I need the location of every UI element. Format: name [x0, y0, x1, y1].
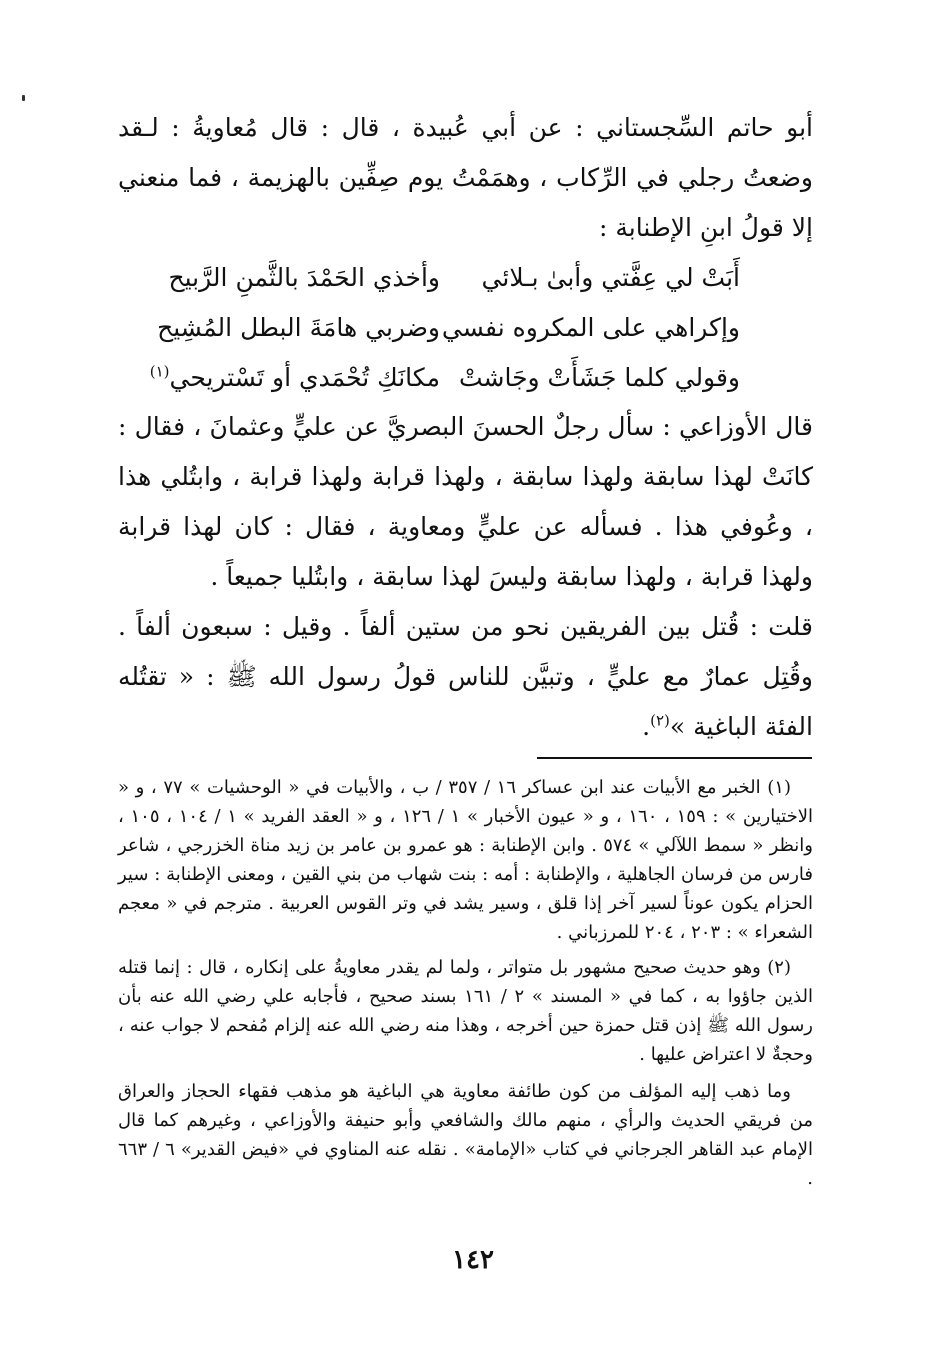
- paragraph-2: قال الأوزاعي : سأل رجلٌ الحسنَ البصريَّ عن عليٍّ وعثمانَ ، فقال : كانَتْ لهذا سابقة ولهذا سابقة ، ولهذا قرابة ولهذا قرابة ، وابتُلي هذا ، وعُوفي هذا . فسأله عن عليٍّ ومعاوية ، فقال : كان لهذا قرابة ولهذا قرابة ، ولهذا سابقة وليسَ لهذا سابقة ، وابتُليا جميعاً .: [118, 412, 813, 591]
- footnote-separator: [537, 757, 812, 759]
- paragraph-3-end: .: [642, 712, 651, 741]
- verse-1: [160, 253, 740, 303]
- paragraph-1: أبو حاتم السِّجستاني : عن أبي عُبيدة ، قال : قال مُعاويةُ : لـقد وضعتُ رجلي في الرِّكاب ، وهمَمْتُ يوم صِفِّين بالهزيمة ، فما منعني إلا قولُ ابنِ الإطنابة :: [118, 113, 813, 242]
- footnote-1: (١) الخبر مع الأبيات عند ابن عساكر ١٦ / ٣٥٧ / ب ، والأبيات في « الوحشيات » ٧٧ ، و « الاختيارين » : ١٥٩ ، ١٦٠ ، و « عيون الأخبار » ١ / ١٢٦ ، و « العقد الفريد » ١ / ١٠٤ ، ١٠٥ ، وانظر « سمط اللآلي » ٥٧٤ . وابن الإطنابة : هو عمرو بن عامر بن زيد مناة الخزرجي ، شاعر فارس من فرسان الجاهلية ، والإطنابة : أمه : بنت شهاب من بني القين ، ومعنى الإطنابة : سير الحزام يكون عوناً لسير آخر إذا قلق ، وسير يشد في وتر القوس العربية . مترجم في « معجم الشعراء » : ٢٠٣ ، ٢٠٤ للمرزباني .: [118, 777, 814, 943]
- scan-speck: [22, 95, 25, 101]
- verse-2: [157, 303, 740, 353]
- footnotes: [118, 773, 813, 1193]
- verse-2-second-hemistich: وضربي هامَةَ البطل المُشِيح: [157, 313, 440, 342]
- verse-1-second-hemistich: وأخذي الحَمْدَ بالثَّمنِ الرَّبيح: [168, 263, 440, 292]
- verse-1-first-hemistich: أَبَتْ لي عِفَّتي وأبىٰ بـلائي: [481, 263, 740, 292]
- verse-3-second-text: مكانَكِ تُحْمَدي أو تَسْتريحي: [169, 363, 440, 392]
- verse-3-second-hemistich: [149, 353, 440, 403]
- verse-3: [149, 353, 740, 403]
- footnote-ref-1: (١): [149, 362, 170, 381]
- footnote-ref-2: (٢): [650, 711, 670, 730]
- paragraph-3: [118, 602, 813, 752]
- verse-2-first-hemistich: وإكراهي على المكروه نفسي: [441, 313, 740, 342]
- verse-3-first-hemistich: وقولي كلما جَشَأَتْ وجَاشتْ: [458, 363, 740, 392]
- footnote-2: (٢) وهو حديث صحيح مشهور بل متواتر ، ولما لم يقدر معاويةُ على إنكاره ، قال : إنما قتله الذين جاؤوا به ، كما في « المسند » ٢ / ١٦١ بسند صحيح ، فأجابه علي رضي الله عنه بأن رسول الله ﷺ إذن قتل حمزة حين أخرجه ، وهذا منه رضي الله عنه إلزام مُفحم لا جواب عنه ، وحجةٌ لا اعتراض عليها .: [118, 957, 814, 1065]
- poem-verses: [149, 253, 740, 403]
- footnote-2-continuation: وما ذهب إليه المؤلف من كون طائفة معاوية هي الباغية هو مذهب فقهاء الحجاز والعراق من فريقي الحديث والرأي ، منهم مالك والشافعي وأبو حنيفة والأوزاعي ، وغيرهم كما قال الإمام عبد القاهر الجرجاني في كتاب «الإمامة» . نقله عنه المناوي في «فيض القدير» ٦ / ٦٦٣ .: [118, 1081, 813, 1189]
- paragraph-3-text: قلت : قُتل بين الفريقين نحو من ستين ألفاً . وقيل : سبعون ألفاً . وقُتِل عمارٌ مع عليٍّ ، وتبيَّن للناس قولُ رسول الله ﷺ : « تقتُله الفئة الباغية »: [118, 612, 813, 741]
- page-number: ١٤٢: [452, 1245, 494, 1275]
